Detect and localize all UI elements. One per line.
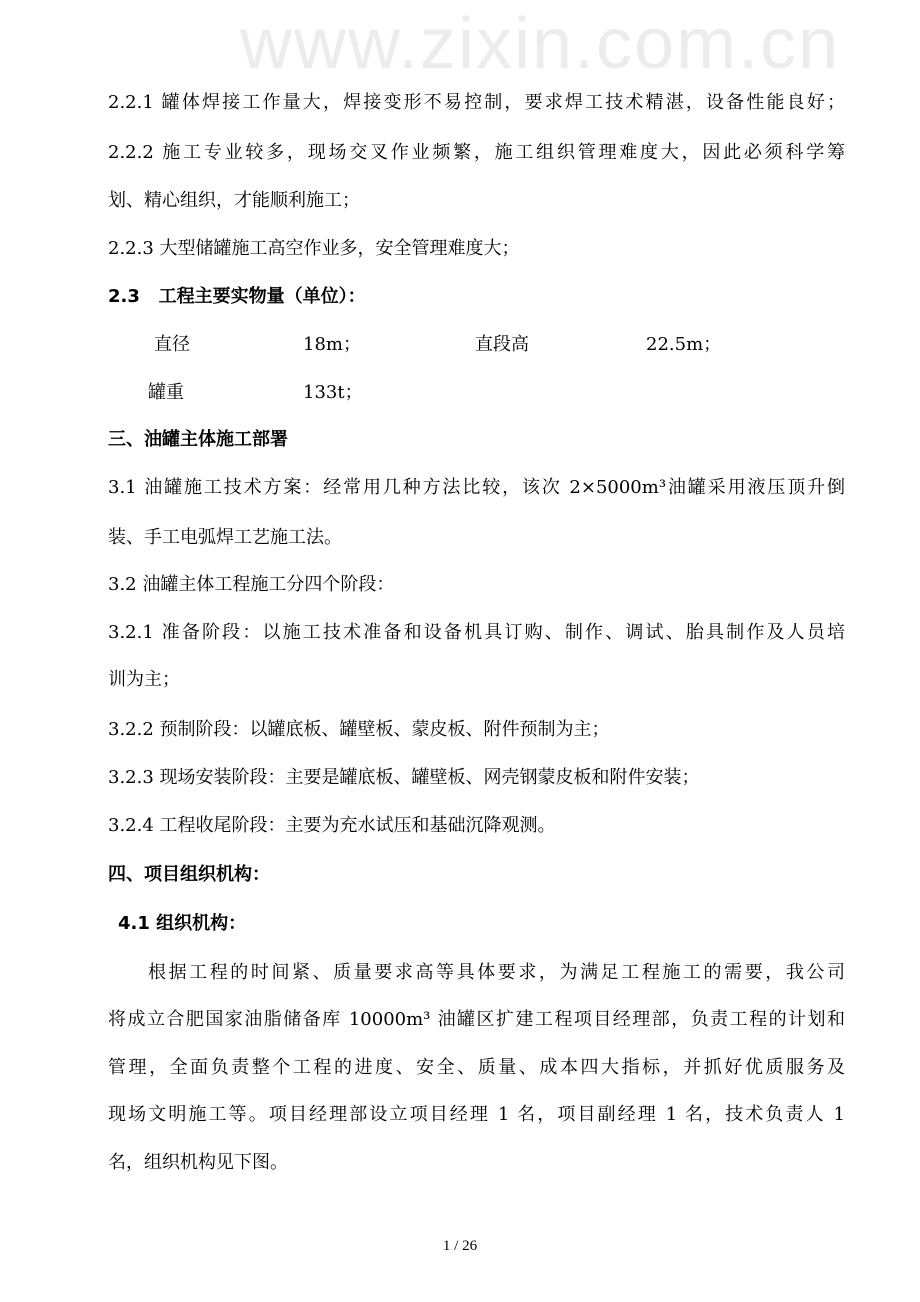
paragraph-line: 3.2.4 工程收尾阶段：主要为充水试压和基础沉降观测。 [108,815,556,836]
paragraph-line: 根据工程的时间紧、质量要求高等具体要求，为满足工程施工的需要，我公司 [148,962,845,983]
page-number: 1 / 26 [442,1238,478,1254]
watermark: www.zixin.com.cn [240,4,841,84]
paragraph-line: 2.2.3 大型储罐施工高空作业多，安全管理难度大； [108,238,520,259]
paragraph-line: 3.2.1 准备阶段：以施工技术准备和设备机具订购、制作、调试、胎具制作及人员培 [108,622,845,643]
paragraph-line: 3.2.3 现场安装阶段：主要是罐底板、罐壁板、网壳钢蒙皮板和附件安装； [108,767,700,788]
quantity-value: 133t； [303,382,363,403]
quantity-label: 罐重 [148,382,184,403]
paragraph-line: 3.2.2 预制阶段：以罐底板、罐壁板、蒙皮板、附件预制为主； [108,719,610,740]
paragraph-line: 2.2.2 施工专业较多，现场交叉作业频繁，施工组织管理难度大，因此必须科学筹 [108,142,845,163]
paragraph-line: 管理，全面负责整个工程的进度、安全、质量、成本四大指标，并抓好优质服务及 [108,1057,845,1078]
paragraph-line: 训为主； [108,669,180,690]
quantity-label: 直段高 [475,334,529,355]
paragraph-line: 2.2.1 罐体焊接工作量大，焊接变形不易控制，要求焊工技术精湛，设备性能良好； [108,92,845,113]
quantity-label: 直径 [154,334,190,355]
quantity-value: 22.5m； [646,334,722,355]
quantity-value: 18m； [303,334,361,355]
paragraph-line: 划、精心组织，才能顺利施工； [108,190,360,211]
section-heading: 2.3 工程主要实物量（单位）： [108,286,366,307]
paragraph-line: 装、手工电弧焊工艺施工法。 [108,527,342,548]
paragraph-line: 将成立合肥国家油脂储备库 10000m³ 油罐区扩建工程项目经理部，负责工程的计划和 [108,1009,845,1030]
paragraph-line: 现场文明施工等。项目经理部设立项目经理 1 名，项目副经理 1 名，技术负责人 1 [108,1104,845,1125]
chapter-heading: 三、油罐主体施工部署 [108,429,288,450]
paragraph-line: 3.1 油罐施工技术方案：经常用几种方法比较，该次 2×5000m³油罐采用液压顶升倒 [108,477,845,498]
chapter-heading: 四、项目组织机构： [108,864,270,885]
section-heading: 4.1 组织机构： [118,913,247,934]
paragraph-line: 名，组织机构见下图。 [108,1152,288,1173]
section-heading: 3.2 油罐主体工程施工分四个阶段： [108,574,395,595]
